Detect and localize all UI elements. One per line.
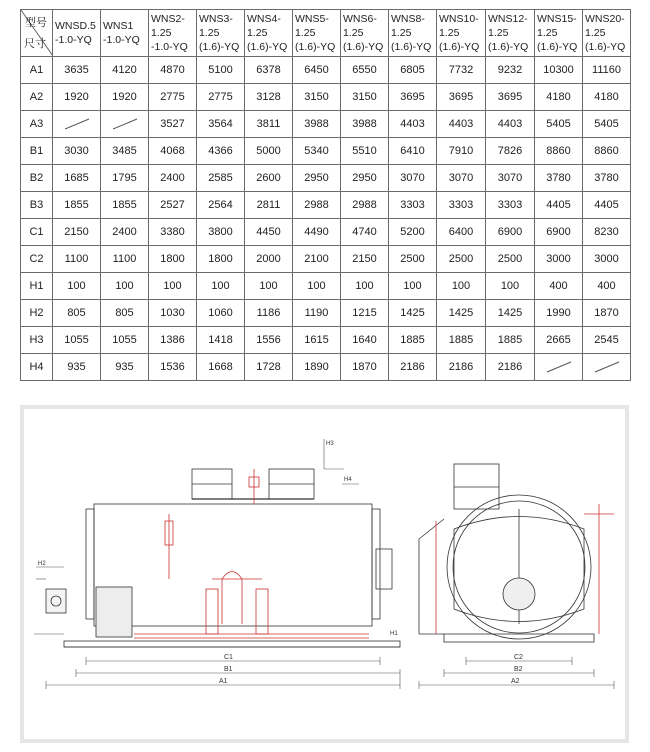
row-label-cell: B2: [21, 165, 53, 192]
value-cell: 100: [293, 273, 341, 300]
model-spec: (1.6)-YQ: [391, 41, 432, 53]
value-cell: 3780: [583, 165, 631, 192]
value-cell: 3811: [245, 111, 293, 138]
value-cell: 1556: [245, 327, 293, 354]
value-cell: 4180: [583, 84, 631, 111]
value-cell: 2186: [389, 354, 437, 381]
not-applicable-cell: [583, 354, 631, 381]
value-cell: 2775: [197, 84, 245, 111]
value-cell: 2811: [245, 192, 293, 219]
value-cell: 2150: [341, 246, 389, 273]
table-row: [21, 192, 631, 219]
value-cell: 6805: [389, 57, 437, 84]
base-frame: [64, 641, 400, 647]
value-cell: 4490: [293, 219, 341, 246]
value-cell: 1425: [486, 300, 535, 327]
model-header-cell: [197, 10, 245, 57]
table-row: [21, 354, 631, 381]
value-cell: 3070: [389, 165, 437, 192]
table-row: [21, 111, 631, 138]
value-cell: 1728: [245, 354, 293, 381]
value-cell: 1425: [389, 300, 437, 327]
value-cell: 10300: [535, 57, 583, 84]
value-cell: 3150: [341, 84, 389, 111]
value-cell: 2400: [101, 219, 149, 246]
model-header-cell: [341, 10, 389, 57]
side-piping: [436, 504, 614, 634]
row-label-cell: H1: [21, 273, 53, 300]
value-cell: 5405: [535, 111, 583, 138]
burner: [46, 589, 66, 613]
boiler-shell: [94, 504, 372, 626]
value-cell: 2600: [245, 165, 293, 192]
value-cell: 5405: [583, 111, 631, 138]
value-cell: 6410: [389, 138, 437, 165]
value-cell: 4403: [486, 111, 535, 138]
model-header-cell: [293, 10, 341, 57]
value-cell: 2500: [437, 246, 486, 273]
value-cell: 1870: [583, 300, 631, 327]
value-cell: 9232: [486, 57, 535, 84]
value-cell: 2545: [583, 327, 631, 354]
value-cell: 3303: [437, 192, 486, 219]
value-cell: 1615: [293, 327, 341, 354]
value-cell: 3635: [53, 57, 101, 84]
value-cell: 1800: [149, 246, 197, 273]
value-cell: 3303: [389, 192, 437, 219]
value-cell: 1990: [535, 300, 583, 327]
value-cell: 1885: [437, 327, 486, 354]
value-cell: 3000: [535, 246, 583, 273]
value-cell: 5000: [245, 138, 293, 165]
value-cell: 1100: [53, 246, 101, 273]
table-row: [21, 84, 631, 111]
value-cell: 1920: [101, 84, 149, 111]
value-cell: 2186: [437, 354, 486, 381]
not-applicable-cell: [535, 354, 583, 381]
value-cell: 1425: [437, 300, 486, 327]
value-cell: 4405: [583, 192, 631, 219]
value-cell: 3070: [437, 165, 486, 192]
model-spec: -1.0-YQ: [151, 41, 188, 53]
value-cell: 1890: [293, 354, 341, 381]
value-cell: 2186: [486, 354, 535, 381]
model-name: WNS10-1.25: [439, 13, 479, 39]
value-cell: 1060: [197, 300, 245, 327]
value-cell: 3988: [293, 111, 341, 138]
value-cell: 6400: [437, 219, 486, 246]
value-cell: 5100: [197, 57, 245, 84]
value-cell: 1055: [101, 327, 149, 354]
value-cell: 805: [101, 300, 149, 327]
row-label-cell: A3: [21, 111, 53, 138]
row-label-cell: H2: [21, 300, 53, 327]
value-cell: 1795: [101, 165, 149, 192]
model-spec: (1.6)-YQ: [439, 41, 480, 53]
value-cell: 3564: [197, 111, 245, 138]
row-label-cell: B3: [21, 192, 53, 219]
model-spec: (1.6)-YQ: [247, 41, 288, 53]
model-spec: (1.6)-YQ: [295, 41, 336, 53]
value-cell: 2665: [535, 327, 583, 354]
value-cell: 2527: [149, 192, 197, 219]
model-name: WNS2-1.25: [151, 13, 185, 39]
value-cell: 7910: [437, 138, 486, 165]
value-cell: 1855: [101, 192, 149, 219]
value-cell: 1640: [341, 327, 389, 354]
value-cell: 2988: [341, 192, 389, 219]
dim-label-a1: A1: [219, 678, 228, 685]
table-row: [21, 246, 631, 273]
value-cell: 5510: [341, 138, 389, 165]
table-row: [21, 219, 631, 246]
control-cabinet: [96, 587, 132, 637]
corner-size-label: 尺寸: [24, 38, 46, 50]
model-spec: -1.0-YQ: [55, 34, 92, 46]
row-label-cell: H3: [21, 327, 53, 354]
boiler-front-view: [34, 439, 400, 689]
value-cell: 4450: [245, 219, 293, 246]
value-cell: 5340: [293, 138, 341, 165]
feed-pumps: [206, 572, 268, 635]
dim-label-h2: H2: [38, 561, 46, 567]
value-cell: 1536: [149, 354, 197, 381]
value-cell: 3780: [535, 165, 583, 192]
row-label-cell: B1: [21, 138, 53, 165]
value-cell: 100: [389, 273, 437, 300]
model-spec: (1.6)-YQ: [537, 41, 578, 53]
table-row: [21, 273, 631, 300]
table-row: [21, 300, 631, 327]
value-cell: 3527: [149, 111, 197, 138]
value-cell: 2775: [149, 84, 197, 111]
model-header-cell: [437, 10, 486, 57]
value-cell: 1186: [245, 300, 293, 327]
model-name: WNS15-1.25: [537, 13, 577, 39]
model-name: WNS20-1.25: [585, 13, 625, 39]
value-cell: 4740: [341, 219, 389, 246]
dim-label-h1: H1: [390, 631, 398, 637]
value-cell: 805: [53, 300, 101, 327]
model-spec: (1.6)-YQ: [343, 41, 384, 53]
value-cell: 1870: [341, 354, 389, 381]
value-cell: 100: [53, 273, 101, 300]
model-header-cell: [101, 10, 149, 57]
specification-table: [20, 9, 631, 381]
chimney-outlet: [376, 549, 392, 589]
value-cell: 100: [197, 273, 245, 300]
value-cell: 2564: [197, 192, 245, 219]
value-cell: 2500: [486, 246, 535, 273]
model-name: WNS8-1.25: [391, 13, 425, 39]
diagonal-slash-mark: [63, 117, 91, 131]
value-cell: 6378: [245, 57, 293, 84]
boiler-drawing: [24, 409, 625, 739]
value-cell: 4120: [101, 57, 149, 84]
value-cell: 100: [437, 273, 486, 300]
dim-label-b1: B1: [224, 666, 233, 673]
row-label-cell: A2: [21, 84, 53, 111]
model-spec: (1.6)-YQ: [488, 41, 529, 53]
value-cell: 1055: [53, 327, 101, 354]
value-cell: 4405: [535, 192, 583, 219]
table-row: [21, 138, 631, 165]
model-name: WNS6-1.25: [343, 13, 377, 39]
value-cell: 7732: [437, 57, 486, 84]
corner-model-label: 型号: [25, 17, 47, 29]
value-cell: 935: [101, 354, 149, 381]
value-cell: 4403: [437, 111, 486, 138]
value-cell: 4870: [149, 57, 197, 84]
value-cell: 400: [583, 273, 631, 300]
value-cell: 1855: [53, 192, 101, 219]
value-cell: 1685: [53, 165, 101, 192]
value-cell: 100: [486, 273, 535, 300]
value-cell: 4403: [389, 111, 437, 138]
model-name: WNS12-1.25: [488, 13, 528, 39]
value-cell: 2988: [293, 192, 341, 219]
row-label-cell: A1: [21, 57, 53, 84]
value-cell: 5200: [389, 219, 437, 246]
value-cell: 2585: [197, 165, 245, 192]
boiler-drawing-panel: [20, 405, 629, 743]
value-cell: 1215: [341, 300, 389, 327]
model-header-cell: [389, 10, 437, 57]
value-cell: 1885: [389, 327, 437, 354]
row-label-cell: H4: [21, 354, 53, 381]
model-header-cell: [245, 10, 293, 57]
dim-label-h4: H4: [344, 477, 352, 483]
value-cell: 8860: [535, 138, 583, 165]
dim-label-c1: C1: [224, 654, 233, 661]
value-cell: 3380: [149, 219, 197, 246]
value-cell: 3800: [197, 219, 245, 246]
value-cell: 400: [535, 273, 583, 300]
value-cell: 1800: [197, 246, 245, 273]
model-name: WNSD.5: [55, 20, 96, 32]
specification-table-panel: [20, 9, 629, 373]
value-cell: 6900: [486, 219, 535, 246]
table-row: [21, 57, 631, 84]
dim-label-c2: C2: [514, 654, 523, 661]
value-cell: 8860: [583, 138, 631, 165]
value-cell: 3695: [437, 84, 486, 111]
value-cell: 3988: [341, 111, 389, 138]
boiler-side-view: [419, 464, 614, 689]
value-cell: 2400: [149, 165, 197, 192]
value-cell: 3303: [486, 192, 535, 219]
table-body: [21, 57, 631, 381]
model-name: WNS4-1.25: [247, 13, 281, 39]
value-cell: 2950: [341, 165, 389, 192]
dim-label-b2: B2: [514, 666, 523, 673]
model-name: WNS1: [103, 20, 134, 32]
model-name: WNS5-1.25: [295, 13, 329, 39]
row-label-cell: C2: [21, 246, 53, 273]
model-header-cell: [53, 10, 101, 57]
model-header-cell: [149, 10, 197, 57]
row-label-cell: C1: [21, 219, 53, 246]
diagonal-slash-mark: [111, 117, 139, 131]
value-cell: 100: [101, 273, 149, 300]
value-cell: 2150: [53, 219, 101, 246]
value-cell: 6550: [341, 57, 389, 84]
value-cell: 935: [53, 354, 101, 381]
model-spec: -1.0-YQ: [103, 34, 140, 46]
side-base-frame: [444, 634, 594, 642]
model-spec: (1.6)-YQ: [585, 41, 626, 53]
value-cell: 2100: [293, 246, 341, 273]
diagonal-slash-mark: [545, 360, 573, 374]
value-cell: 1668: [197, 354, 245, 381]
value-cell: 1386: [149, 327, 197, 354]
value-cell: 4366: [197, 138, 245, 165]
table-row: [21, 327, 631, 354]
value-cell: 3485: [101, 138, 149, 165]
value-cell: 2950: [293, 165, 341, 192]
not-applicable-cell: [101, 111, 149, 138]
corner-header-cell: [21, 10, 53, 57]
value-cell: 8230: [583, 219, 631, 246]
value-cell: 7826: [486, 138, 535, 165]
model-spec: (1.6)-YQ: [199, 41, 240, 53]
value-cell: 3128: [245, 84, 293, 111]
value-cell: 1100: [101, 246, 149, 273]
value-cell: 4180: [535, 84, 583, 111]
model-header-cell: [583, 10, 631, 57]
front-smoke-box: [86, 509, 94, 619]
value-cell: 3030: [53, 138, 101, 165]
value-cell: 1885: [486, 327, 535, 354]
value-cell: 2500: [389, 246, 437, 273]
dim-label-h3: H3: [326, 441, 334, 447]
value-cell: 3695: [486, 84, 535, 111]
diagonal-slash-mark: [593, 360, 621, 374]
value-cell: 1190: [293, 300, 341, 327]
value-cell: 1030: [149, 300, 197, 327]
model-header-cell: [535, 10, 583, 57]
value-cell: 3000: [583, 246, 631, 273]
not-applicable-cell: [53, 111, 101, 138]
value-cell: 6900: [535, 219, 583, 246]
value-cell: 3070: [486, 165, 535, 192]
model-name: WNS3-1.25: [199, 13, 233, 39]
value-cell: 100: [149, 273, 197, 300]
value-cell: 2000: [245, 246, 293, 273]
model-header-cell: [486, 10, 535, 57]
value-cell: 3150: [293, 84, 341, 111]
value-cell: 100: [341, 273, 389, 300]
dim-label-a2: A2: [511, 678, 520, 685]
boiler-drawing-svg: [24, 409, 625, 739]
value-cell: 100: [245, 273, 293, 300]
side-top-railing: [454, 464, 499, 509]
value-cell: 1418: [197, 327, 245, 354]
value-cell: 6450: [293, 57, 341, 84]
table-row: [21, 165, 631, 192]
table-header-row: [21, 10, 631, 57]
value-cell: 3695: [389, 84, 437, 111]
value-cell: 1920: [53, 84, 101, 111]
value-cell: 11160: [583, 57, 631, 84]
value-cell: 4068: [149, 138, 197, 165]
burner-port: [503, 578, 535, 610]
